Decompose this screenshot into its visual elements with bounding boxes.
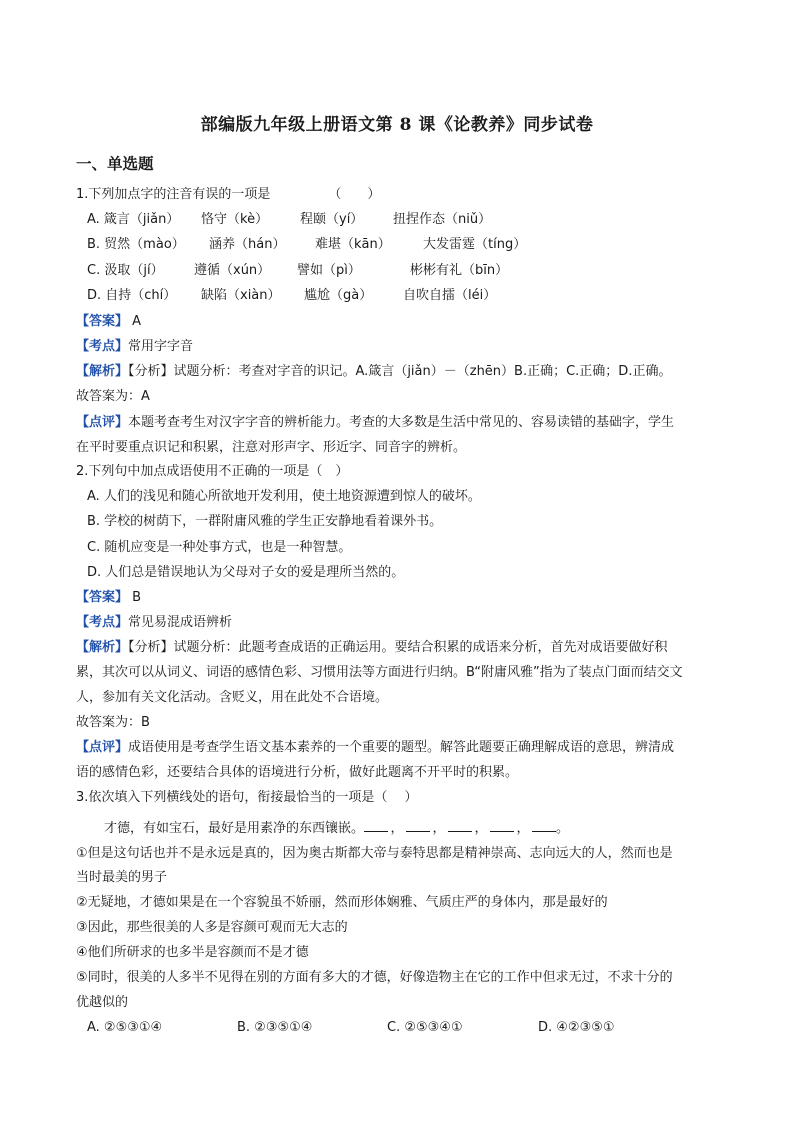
q2-analysis-cont1: 累，其次可以从词义、词语的感情色彩、习惯用法等方面进行归纳。B“附庸风雅”指为了装点门面而结交文 [76,665,683,680]
q3-sentence-4: ④他们所研求的也多半是容颜而不是才德 [76,945,309,960]
q2-option-c: C. 随机应变是一种处事方式，也是一种智慧。 [87,540,352,555]
q2-answer: 【答案】 B [76,590,142,605]
q3-option-d: D. ④②③⑤① [538,1020,615,1035]
q3-option-c: C. ②⑤③④① [387,1020,463,1035]
blank-5[interactable] [532,819,556,832]
q3-option-b: B. ②③⑤①④ [237,1020,313,1035]
blank-3[interactable] [448,819,472,832]
q2-stem: 2.下列句中加点成语使用不正确的一项是（ ） [76,464,349,479]
q1-stem: 1.下列加点字的注音有误的一项是 （ ） [76,187,381,202]
q3-sentence-5-cont: 优越似的 [76,995,129,1010]
q1-answer: 【答案】 A [76,314,142,329]
q3-sentence-3: ③因此，那些很美的人多是容颜可观而无大志的 [76,920,348,935]
q2-comment-cont: 语的感情色彩，还要结合具体的语境进行分析，做好此题离不开平时的积累。 [76,765,519,780]
q3-passage-lead: 才德，有如宝石，最好是用素净的东西镶嵌。 ， ， ， ， 。 [104,821,570,836]
blank-4[interactable] [490,819,514,832]
q1-option-c: C. 汲取（jí） 遵循（xún） 譬如（pì） 彬彬有礼（bīn） [87,263,509,278]
q2-result: 故答案为：B [76,715,150,730]
q3-sentence-5: ⑤同时，很美的人多半不见得在别的方面有多大的才德，好像造物主在它的工作中但求无过，不求十分的 [76,970,673,985]
q1-result: 故答案为：A [76,389,150,404]
q3-sentence-2: ②无疑地，才德如果是在一个容貌虽不娇丽，然而形体娴雅、气质庄严的身体内，那是最好的 [76,895,608,910]
document-title: 部编版九年级上册语文第 8 课《论教养》同步试卷 [200,115,594,135]
q3-stem: 3.依次填入下列横线处的语句，衔接最恰当的一项是（ ） [76,790,418,805]
q3-options [87,1019,732,1036]
blank-2[interactable] [406,819,430,832]
q2-comment: 【点评】成语使用是考查学生语文基本素养的一个重要的题型。解答此题要正确理解成语的意思，辨清成 [76,740,675,755]
blank-1[interactable] [364,819,388,832]
q2-option-b: B. 学校的树荫下，一群附庸风雅的学生正安静地看着课外书。 [87,514,443,529]
q1-option-d: D. 自持（chí） 缺陷（xiàn） 尴尬（gà） 自吹自擂（léi） [87,288,497,303]
q1-point: 【考点】常用字字音 [76,339,194,354]
q1-comment-cont: 在平时要重点识记和积累，注意对形声字、形近字、同音字的辨析。 [76,440,467,455]
q1-option-b: B. 贸然（mào） 涵养（hán） 难堪（kān） 大发雷霆（tíng） [87,237,527,252]
q3-sentence-1: ①但是这句话也并不是永远是真的，因为奥古斯都大帝与泰特思都是精神崇高、志向远大的人，然而也是 [76,846,673,861]
q2-analysis: 【解析】【分析】试题分析：此题考查成语的正确运用。要结合积累的成语来分析，首先对成语要做好积 [76,640,668,655]
q3-option-a: A. ②⑤③①④ [87,1020,163,1035]
q2-analysis-cont2: 人，参加有关文化活动。含贬义，用在此处不合语境。 [76,690,389,705]
section-heading: 一、单选题 [76,155,154,173]
q2-option-d: D. 人们总是错误地认为父母对子女的爱是理所当然的。 [87,565,405,580]
q2-point: 【考点】常见易混成语辨析 [76,615,233,630]
q1-analysis: 【解析】【分析】试题分析：考查对字音的识记。A.箴言（jiǎn）－（zhēn）B.正确；C.正确；D.正确。 [76,364,672,379]
q3-sentence-1-cont: 当时最美的男子 [76,870,168,885]
q1-comment: 【点评】本题考查考生对汉字字音的辨析能力。考查的大多数是生活中常见的、容易读错的基础字，学生 [76,415,675,430]
q1-option-a: A. 箴言（jiǎn） 恪守（kè） 程颐（yí） 扭捏作态（niǔ） [87,212,492,227]
q2-option-a: A. 人们的浅见和随心所欲地开发利用，使土地资源遭到惊人的破坏。 [87,489,481,504]
